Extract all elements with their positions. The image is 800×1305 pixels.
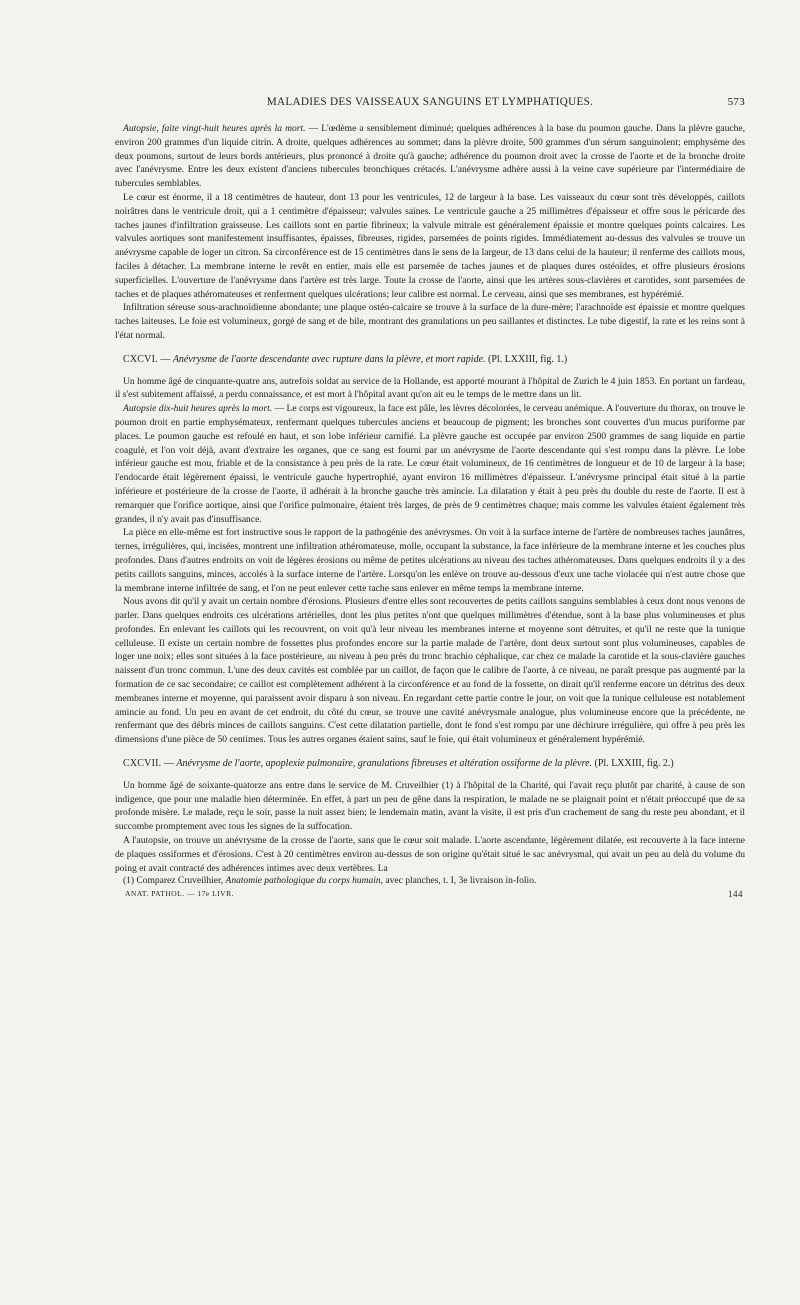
paragraph <box>115 402 745 526</box>
signature-mark: ANAT. PATHOL. — 17e LIVR. <box>125 889 234 899</box>
paragraph: Le cœur est énorme, il a 18 centimètres de hauteur, dont 13 pour les ventricules, 12 de largeur à la base. Les vaisseaux du cœur sont très développés, caillots noirâtres dans le ventricule droit, qui a 1 centimètre d'épaisseur; valvules saines. Le ventricule gauche a 25 millimètres d'épaisseur et offre sous le péricarde des taches jaunes d'infiltration graisseuse. Les caillots sont en partie fibrineux; la valvule mitrale est généralement épaissie et montre quelques points calcaires. Les valvules aortiques sont manifestement insuffisantes, épaisses, fibreuses, rigides, parsemées de points rigides. Immédiatement au-dessus des valvules se trouve un anévrysme capable de loger un citron. Sa circonférence est de 15 centimètres dans le sens de la largeur, de 13 dans celui de la hauteur; il renferme des caillots mous, faciles à détacher. La membrane interne le revêt en entier, mais elle est parsemée de taches jaunes et de plaques dures ostéoïdes, et offre plusieurs érosions superficielles. L'ouverture de l'anévrysme dans l'artère est très large. Toute la crosse de l'aorte, ainsi que les artères sous-clavières et carotides, sont parsemées de taches et de plaques athéromateuses et renferment quelques ulcérations; leur calibre est normal. Le cerveau, ainsi que ses membranes, est hypérémié. <box>115 191 745 300</box>
paragraph-text: — Le corps est vigoureux, la face est pâle, les lèvres décolorées, le cerveau anémique. A l'ouverture du thorax, on trouve le poumon droit en partie emphysémateux, renfermant quelques tubercules anciens et beaucoup de pigment; les bronches sont couvertes d'un mucus puriforme par places. Le poumon gauche est refoulé en haut, et son lobe inférieur carnifié. La plèvre gauche est occupée par environ 2500 grammes de sang liquide en partie coagulé, et l'on voit déjà, avant d'extraire les organes, que ce sang est fourni par un anévrysme de l'aorte descendante qui s'est rompu dans la plèvre. Le lobe inférieur gauche est mou, friable et de la consistance à peu près de la rate. Le cœur était volumineux, de 16 centimètres de longueur et de 10 de largeur à la base; l'endocarde était légèrement épaissi, le ventricule gauche hypertrophié, ayant environ 16 millimètres d'épaisseur. L'anévrysme principal était situé à la partie inférieure et postérieure de la crosse de l'aorte, il adhérait à la bronche gauche très amincie. La dilatation y était à peu près du double du reste de l'aorte. Il est à remarquer que l'orifice aortique, ainsi que l'orifice pulmonaire, étaient très larges, de près de 9 centimètres chaque; mais comme les valvules étaient également très grandes, il n'y avait pas d'insuffisance. <box>115 403 745 525</box>
page-body <box>115 122 745 888</box>
paragraph <box>115 122 745 191</box>
case-heading: CXCVII. — Anévrysme de l'aorte, apoplexie pulmonaire, granulations fibreuses et altération ossiforme de la plèvre. (Pl. LXXIII, fig. 2.) <box>123 758 674 770</box>
running-title: MALADIES DES VAISSEAUX SANGUINS ET LYMPHATIQUES. <box>266 96 594 108</box>
plate-reference: (Pl. LXXIII, fig. 2.) <box>592 758 674 770</box>
paragraph: Un homme âgé de cinquante-quatre ans, autrefois soldat au service de la Hollande, est apporté mourant à l'hôpital de Zurich le 4 juin 1853. En portant un fardeau, il s'est subitement affaissé, a perdu connaissance, et est mort à l'hôpital avant qu'on ait eu le temps de le mettre dans un lit. <box>115 375 745 401</box>
paragraph: Infiltration séreuse sous-arachnoïdienne abondante; une plaque ostéo-calcaire se trouve à la surface de la dure-mère; l'arachnoïde est épaissie et montre quelques taches laiteuses. Le foie est volumineux, gorgé de sang et de bile, montrant des granulations un peu saillantes et distinctes. Le tube digestif, la rate et les reins sont à l'état normal. <box>115 302 745 341</box>
paragraph: Un homme âgé de soixante-quatorze ans entre dans le service de M. Cruveilhier (1) à l'hôpital de la Charité, qui l'avait reçu plutôt par charité, à cause de son indigence, que pour une maladie bien déterminée. En effet, à part un peu de gêne dans la respiration, le malade ne se plaignait point et n'était préoccupé que de sa profonde misère. Le malade, reçu le soir, passe la nuit assez bien; le lendemain matin, avant la visite, il est pris d'un crachement de sang du reste peu abondant, et il succombe promptement avec tous les signes de la suffocation. <box>115 779 745 833</box>
paragraph-text: — L'œdème a sensiblement diminué; quelques adhérences à la base du poumon gauche. Dans la plèvre gauche, environ 200 grammes d'un liquide citrin. A droite, quelques adhérences au sommet; dans la plèvre droite, 500 grammes d'un sérum sanguinolent; emphysème des deux poumons, surtout de leurs bords antérieurs, plus prononcé à droite qu'à gauche; adhérence du poumon droit avec la crosse de l'aorte et de la bronche droite avec l'anévrysme. Entre les deux existent d'anciens tubercules bronchiques crétacés. L'anévrysme adhère aussi à la veine cave supérieure par l'intermédiaire de tubercules semblables. <box>115 123 745 190</box>
italic-lead: Autopsie dix-huit heures après la mort. <box>123 403 273 415</box>
paragraph: Nous avons dit qu'il y avait un certain nombre d'érosions. Plusieurs d'entre elles sont recouvertes de petits caillots sanguins semblables à ceux dont nous venons de parler. Dans quelques endroits ces ulcérations artérielles, dont les plus petites n'ont que quelques millimètres d'étendue, sont à la base plus volumineuses et plus profondes. En enlevant les caillots qui les recouvrent, on voit qu'à leur niveau les membranes interne et moyenne sont détruites, et qu'il ne reste que la tunique celluleuse. Il existe un certain nombre de fossettes plus profondes encore sur la partie malade de l'artère, dont deux surtout sont plus volumineuses, capables de loger une noix; elles sont situées à la face postérieure, au niveau à peu près du tronc brachio céphalique, car chez ce malade la carotide et la sous-clavière gauches naissent d'un tronc commun. L'une des deux cavités est comblée par un caillot, de façon que le calibre de l'aorte, à ce niveau, ne paraît presque pas augmenté par la formation de ce sac secondaire; ce caillot est complètement adhérent à la circonférence et au fond de la fossette, on dirait qu'il renferme encore un détritus des deux membranes interne et moyenne, qui paraissent avoir disparu à son niveau. En regardant cette partie contre le jour, on voit que la tunique celluleuse est notablement amincie au fond. Un peu en avant de cet endroit, du côté du cœur, se trouve une cavité anévrysmale analogue, plus volumineuse encore que la précédente, ne renfermant que des débris minces de caillots sanguins. C'est cette dilatation partielle, dont le fond s'est rompu par une déchirure irrégulière, qui offre à peu près les dimensions d'une pièce de 50 centimes. Tous les autres organes étaient sains, sauf le foie, qui était volumineux et généralement hypérémié. <box>115 596 745 746</box>
case-title: Anévrysme de l'aorte descendante avec rupture dans la plèvre, et mort rapide. <box>172 353 486 365</box>
case-number: CXCVII. <box>123 758 162 770</box>
running-header <box>115 96 745 114</box>
signature-number: 144 <box>728 889 743 900</box>
plate-reference: (Pl. LXXIII, fig. 1.) <box>485 353 568 365</box>
page-footer <box>115 889 745 903</box>
footnote-lead: (1) Comparez Cruveilhier, <box>123 876 226 887</box>
paragraph: La pièce en elle-même est fort instructive sous le rapport de la pathogénie des anévrysmes. On voit à la surface interne de l'artère de nombreuses taches jaunâtres, ternes, irrégulières, qui, incisées, montrent une infiltration athéromateuse, molle, occupant la substance, la face inférieure de la membrane interne et les couches plus profondes. Dans d'autres endroits on voit de légères érosions ou même de petites ulcérations au niveau des taches athéromateuses. Dans quelques endroits il y a des petits caillots sanguins, minces, accolés à la surface interne de l'artère. Lorsqu'on les enlève on trouve au-dessous d'eux une tache violacée qui n'est autre chose que la membrane interne infiltrée de sang, et l'on ne peut enlever cette tache sans enlever en même temps la membrane interne. <box>115 527 745 594</box>
footnote-title: Anatomie pathologique du corps humain <box>225 876 381 887</box>
paragraph: A l'autopsie, on trouve un anévrysme de la crosse de l'aorte, sans que le cœur soit malade. L'aorte ascendante, légèrement dilatée, est recouverte à la face interne de plaques ossiformes et d'érosions. C'est à 20 centimètres environ au-dessus de son origine qu'était situé le sac anévrysmal, qui avait un peu au delà du volume du poing et avait contracté des adhérences intimes avec deux vertèbres. La <box>115 835 745 874</box>
page-number: 573 <box>727 96 745 108</box>
case-number: CXCVI. <box>123 353 158 365</box>
footnote <box>115 875 745 888</box>
case-heading: CXCVI. — Anévrysme de l'aorte descendante avec rupture dans la plèvre, et mort rapide. (Pl. LXXIII, fig. 1.) <box>123 353 568 365</box>
case-title: Anévrysme de l'aorte, apoplexie pulmonaire, granulations fibreuses et altération ossiforme de la plèvre. <box>176 758 593 770</box>
italic-lead: Autopsie, faite vingt-huit heures après la mort. <box>123 123 306 134</box>
footnote-rest: , avec planches, t. I, 3e livraison in-folio. <box>380 876 537 887</box>
